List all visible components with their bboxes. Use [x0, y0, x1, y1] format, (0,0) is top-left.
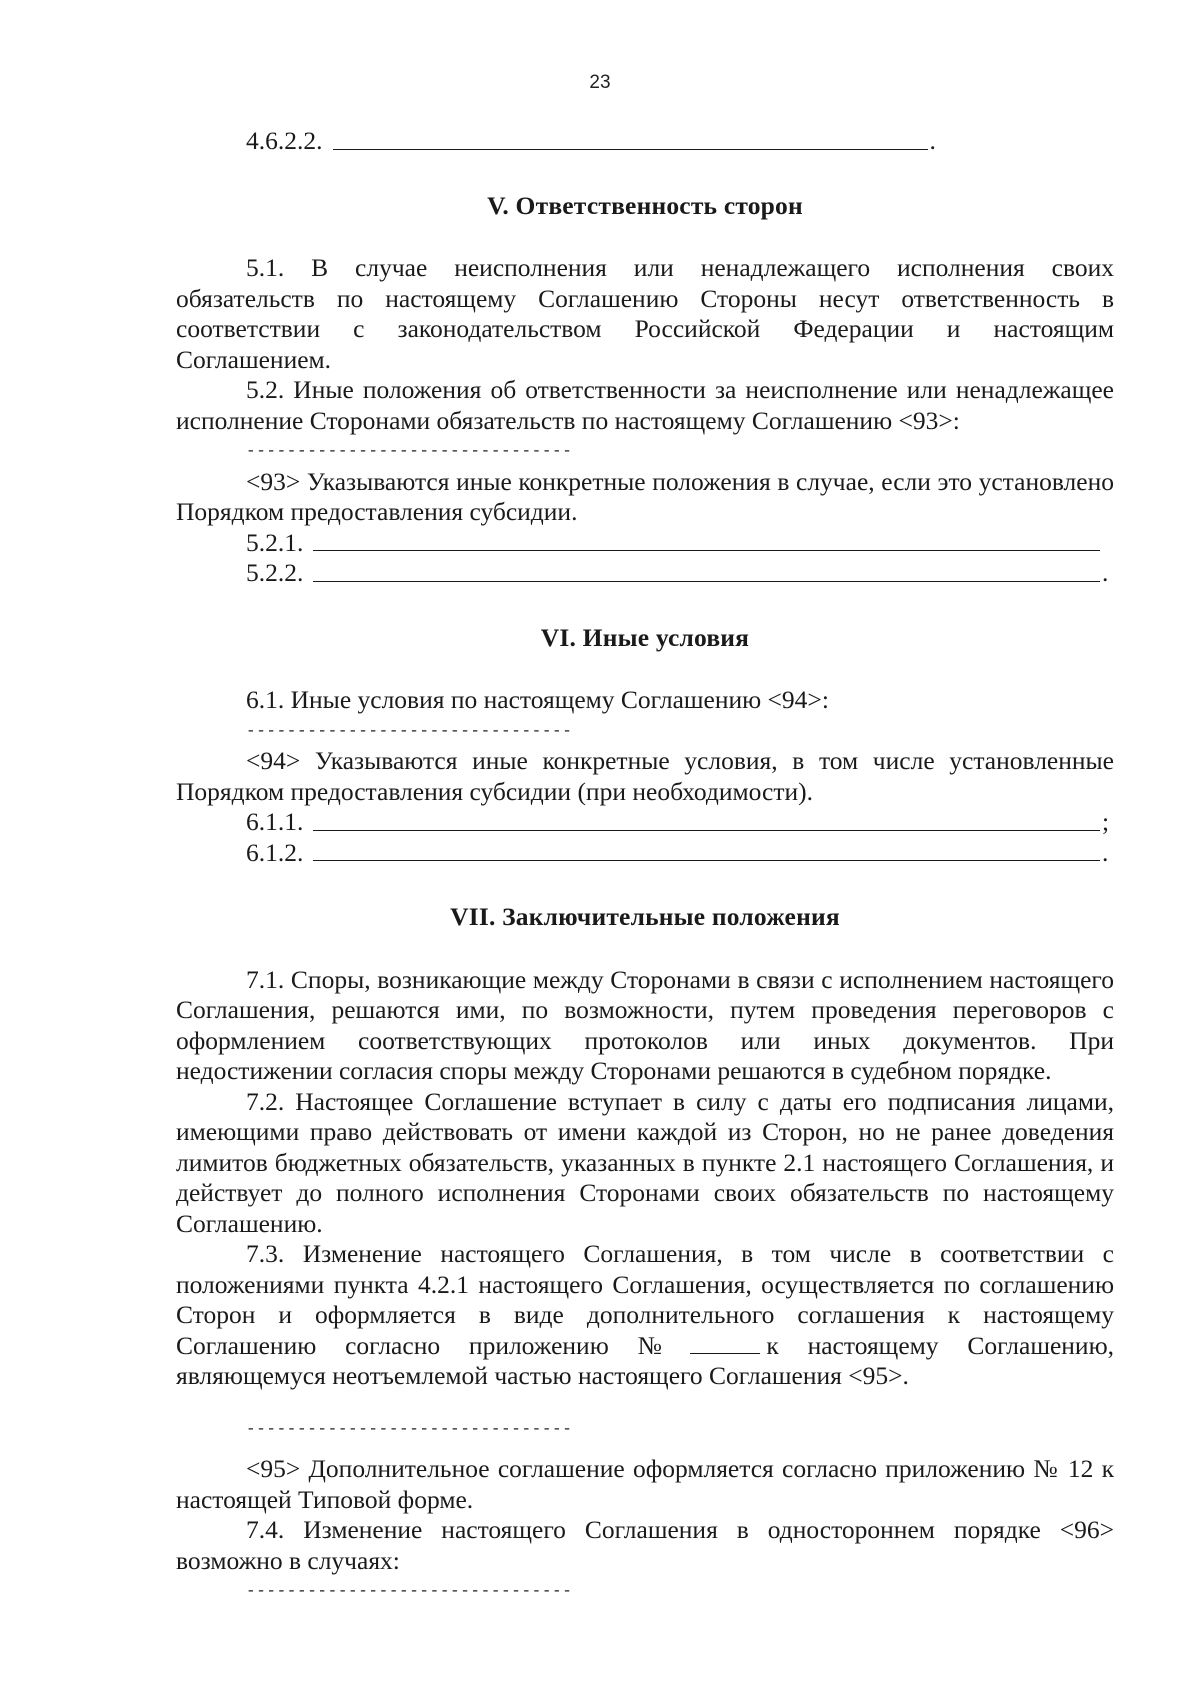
item-number: 5.2.2. [246, 558, 304, 587]
item-6-1-2 [176, 838, 1114, 869]
section-7-title: VII. Заключительные положения [450, 902, 840, 931]
paragraph-7-3 [176, 1239, 1114, 1392]
item-end-mark: . [929, 126, 936, 155]
footnote-93: <93> Указываются иные конкретные положения в случае, если это установлено Порядком предоставления субсидии. [176, 466, 1114, 526]
section-5-title: V. Ответственность сторон [487, 190, 803, 220]
paragraph-7-3-text-start: 7.3. Изменение настоящего Соглашения, в том числе в соответствии с положениями пункта 4.2.1 настоящего Соглашения, осуществляется по соглашению Сторон и оформляется в виде дополнительного соглашения к настоящему Соглашению согласно приложению № [176, 1239, 1114, 1360]
fill-in-blank [313, 549, 1100, 551]
item-5-2-2 [176, 558, 1114, 589]
paragraph-5-1: 5.1. В случае неисполнения или ненадлежащего исполнения своих обязательств по настоящему Соглашению Стороны несут ответственность в соответствии с законодательством Российской Федерации и настоящим Соглашением. [176, 253, 1114, 374]
item-end-mark: ; [1102, 807, 1110, 836]
paragraph-7-3-text-end: к настоящему Соглашению, являющемуся неотъемлемой частью настоящего Соглашения <95>. [176, 1330, 1114, 1390]
fill-in-blank [313, 859, 1100, 861]
item-number: 6.1.1. [246, 807, 304, 836]
page-number: 23 [589, 72, 611, 93]
footnote-separator: -------------------------------- [246, 1582, 573, 1600]
paragraph-7-2: 7.2. Настоящее Соглашение вступает в силу с даты его подписания лицами, имеющими право действовать от имени каждой из Сторон, но не ранее доведения лимитов бюджетных обязательств, указанных в пункте 2.1 настоящего Соглашения, и действует до полного исполнения Сторонами своих обязательств по настоящему Соглашению. [176, 1086, 1114, 1238]
appendix-number-blank [690, 1333, 760, 1354]
footnote-94: <94> Указываются иные конкретные условия, в том числе установленные Порядком предоставления субсидии (при необходимости). [176, 746, 1114, 806]
item-end-mark: . [1102, 558, 1109, 587]
footnote-separator: -------------------------------- [246, 721, 573, 740]
paragraph-7-1: 7.1. Споры, возникающие между Сторонами в связи с исполнением настоящего Соглашения, решаются ими, по возможности, путем проведения переговоров с оформлением соответствующих протоколов или иных документов. При недостижении согласия споры между Сторонами решаются в судебном порядке. [176, 964, 1114, 1085]
document-body [176, 126, 1114, 1607]
fill-in-blank [333, 148, 928, 150]
item-end-mark: . [1102, 837, 1109, 867]
footnote-separator: -------------------------------- [246, 442, 573, 460]
section-6-title: VI. Иные условия [540, 622, 750, 652]
paragraph-5-2: 5.2. Иные положения об ответственности за неисполнение или ненадлежащее исполнение Сторонами обязательств по настоящему Соглашению <93>: [176, 375, 1114, 435]
item-number: 5.2.1. [246, 527, 304, 557]
footnote-95: <95> Дополнительное соглашение оформляется согласно приложению № 12 к настоящей Типовой форме. [176, 1454, 1114, 1514]
item-5-2-1 [176, 528, 1114, 559]
item-4-6-2-2 [176, 126, 1114, 157]
fill-in-blank [313, 829, 1100, 831]
paragraph-6-1: 6.1. Иные условия по настоящему Соглашению <94>: [246, 685, 829, 714]
footnote-separator: -------------------------------- [246, 1419, 573, 1438]
fill-in-blank [313, 580, 1100, 582]
paragraph-7-4: 7.4. Изменение настоящего Соглашения в одностороннем порядке <96> возможно в случаях: [176, 1515, 1114, 1575]
item-number: 4.6.2.2. [246, 126, 323, 155]
item-6-1-1 [176, 807, 1114, 838]
item-number: 6.1.2. [246, 837, 304, 867]
